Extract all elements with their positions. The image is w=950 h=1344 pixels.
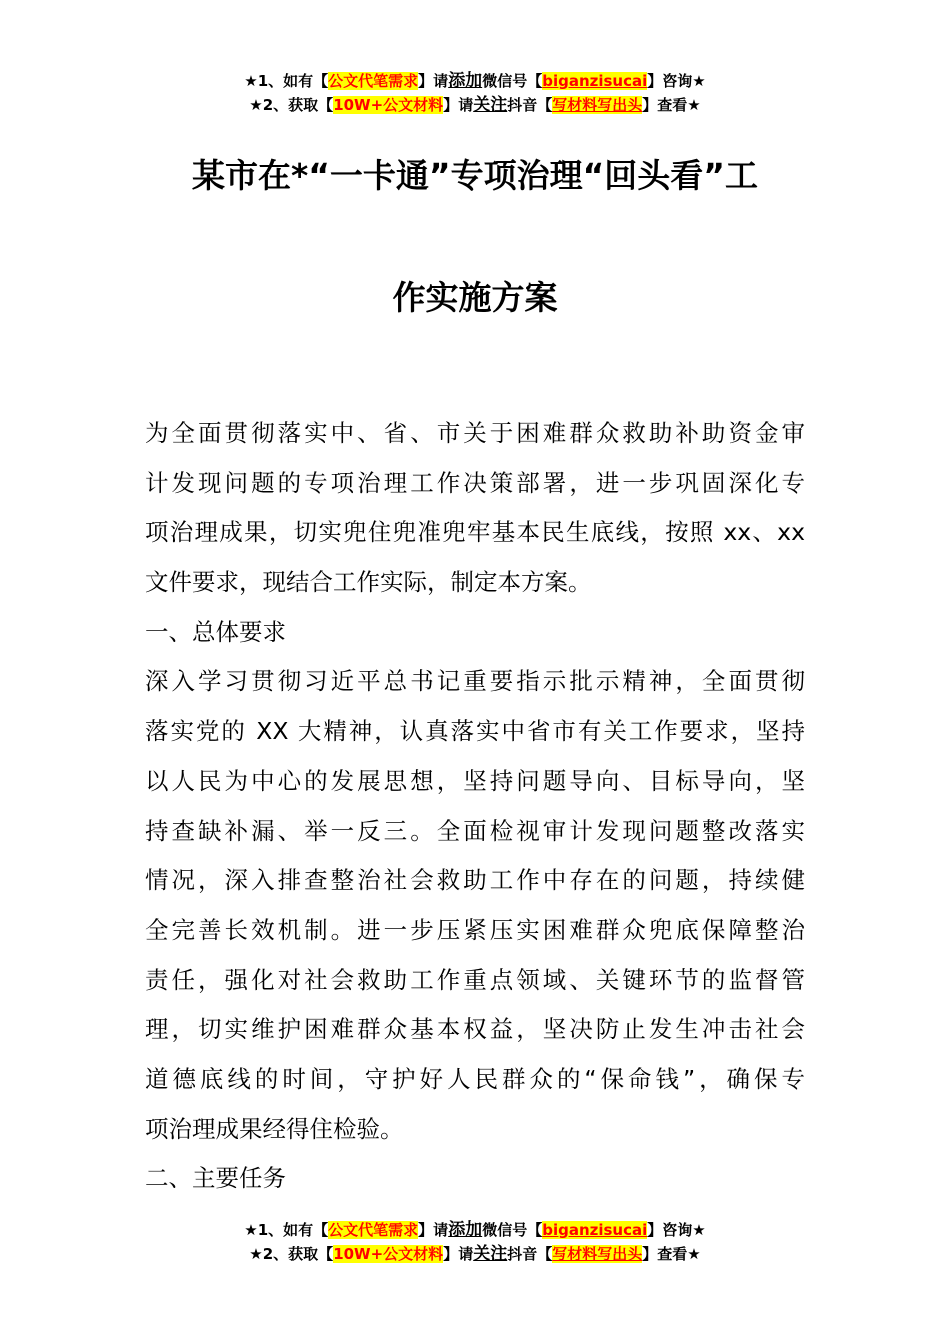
promo-banner-top: [0, 69, 950, 117]
promo-highlight: 公文代笔需求: [328, 72, 419, 90]
body-text-line: 理，切实维护困难群众基本权益，坚决防止发生冲击社会: [145, 1015, 805, 1044]
body-text-line: 二、主要任务: [145, 1164, 286, 1193]
body-text-line: 落实党的 XX 大精神，认真落实中省市有关工作要求，坚持: [145, 717, 805, 746]
promo-line-1: [0, 1218, 950, 1242]
promo-line-2: [0, 93, 950, 117]
promo-highlight: 10W+公文材料: [333, 1245, 444, 1263]
promo-wechat-id: biganzisucai: [542, 72, 648, 90]
body-text-line: 为全面贯彻落实中、省、市关于困难群众救助补助资金审: [145, 419, 805, 447]
promo-text: ★1、如有【: [244, 1221, 329, 1239]
promo-emphasis: 关注: [473, 1244, 508, 1264]
body-text-line: 持查缺补漏、举一反三。全面检视审计发现问题整改落实: [145, 816, 805, 845]
promo-text: 】请: [443, 96, 474, 114]
body-text-line: 责任，强化对社会救助工作重点领域、关键环节的监督管: [145, 965, 805, 994]
body-text-line: 以人民为中心的发展思想，坚持问题导向、目标导向，坚: [145, 766, 805, 795]
body-text-line: 计发现问题的专项治理工作决策部署，进一步巩固深化专: [145, 468, 805, 497]
promo-wechat-id: biganzisucai: [542, 1221, 648, 1239]
promo-text: 微信号【: [482, 1221, 543, 1239]
promo-banner-bottom: [0, 1218, 950, 1266]
document-title-line-2: 作实施方案: [392, 278, 558, 317]
promo-emphasis: 添加: [448, 71, 483, 91]
promo-text: 微信号【: [482, 72, 543, 90]
promo-line-2: [0, 1242, 950, 1266]
body-text-line: 项治理成果经得住检验。: [145, 1114, 404, 1143]
promo-text: 】查看★: [642, 1245, 701, 1263]
promo-highlight: 10W+公文材料: [333, 96, 444, 114]
promo-douyin-id: 写材料写出头: [552, 96, 643, 114]
promo-emphasis: 关注: [473, 95, 508, 115]
promo-text: 】请: [418, 72, 449, 90]
promo-text: ★1、如有【: [244, 72, 329, 90]
promo-text: ★2、获取【: [249, 96, 334, 114]
promo-emphasis: 添加: [448, 1220, 483, 1240]
body-text-line: 全完善长效机制。进一步压紧压实困难群众兜底保障整治: [145, 915, 805, 944]
promo-text: 】请: [443, 1245, 474, 1263]
promo-text: 】咨询★: [647, 72, 706, 90]
body-text-line: 深入学习贯彻习近平总书记重要指示批示精神，全面贯彻: [145, 667, 805, 696]
document-title-line-1: 某市在*“一卡通”专项治理“回头看”工: [191, 156, 758, 195]
promo-text: 】请: [418, 1221, 449, 1239]
promo-text: 抖音【: [507, 1245, 553, 1263]
promo-text: 】查看★: [642, 96, 701, 114]
promo-douyin-id: 写材料写出头: [552, 1245, 643, 1263]
body-text-line: 一、总体要求: [145, 617, 286, 646]
body-text-line: 文件要求，现结合工作实际，制定本方案。: [145, 568, 592, 597]
promo-text: 】咨询★: [647, 1221, 706, 1239]
body-text-line: 道德底线的时间，守护好人民群众的“保命钱”，确保专: [145, 1064, 805, 1093]
promo-text: ★2、获取【: [249, 1245, 334, 1263]
promo-text: 抖音【: [507, 96, 553, 114]
document-body: [145, 409, 805, 1204]
promo-line-1: [0, 69, 950, 93]
body-text-line: 项治理成果，切实兜住兜准兜牢基本民生底线，按照 xx、xx: [145, 518, 805, 547]
body-text-line: 情况，深入排查整治社会救助工作中存在的问题，持续健: [145, 866, 805, 895]
promo-highlight: 公文代笔需求: [328, 1221, 419, 1239]
